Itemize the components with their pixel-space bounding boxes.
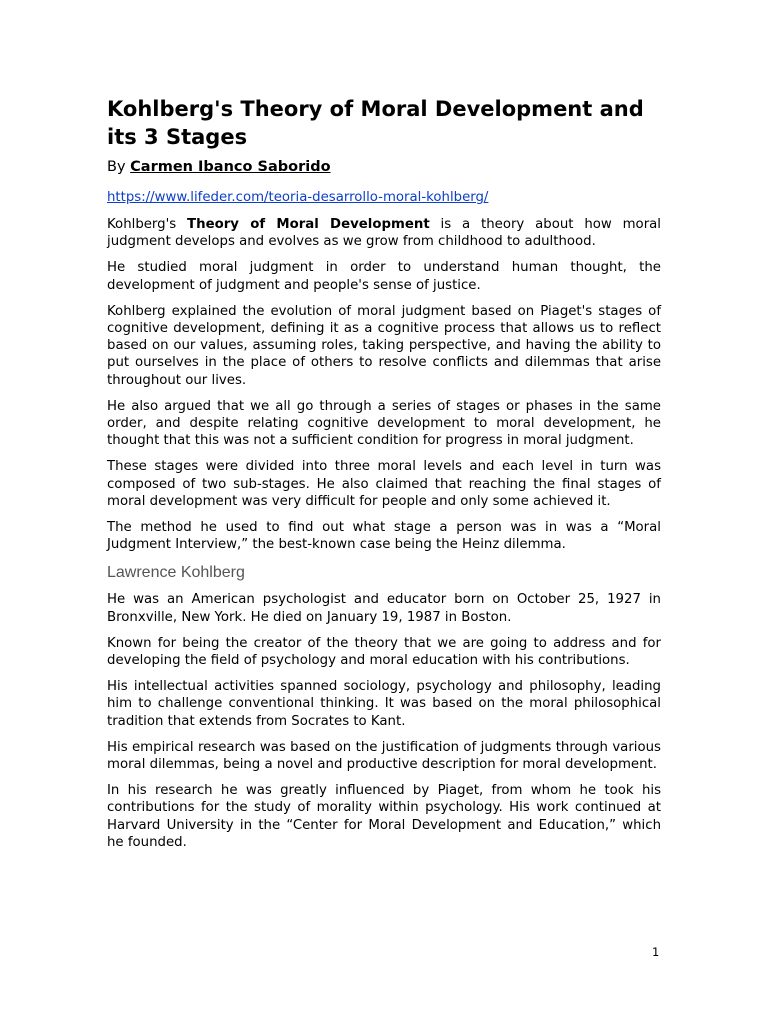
intro-text-after: is a theory about how moral judgment develops and evolves as we grow from childhood to adulthood. bbox=[107, 217, 662, 250]
byline bbox=[107, 157, 661, 177]
page-number: 1 bbox=[652, 945, 660, 959]
document-page bbox=[107, 95, 661, 860]
paragraph-intro bbox=[107, 216, 661, 250]
source-link[interactable]: https://www.lifeder.com/teoria-desarrollo-moral-kohlberg/ bbox=[107, 190, 489, 205]
paragraph: These stages were divided into three moral levels and each level in turn was composed of two sub-stages. He also claimed that reaching the final stages of moral development was very difficult for people and only some achieved it. bbox=[107, 459, 661, 509]
paragraph: Kohlberg explained the evolution of moral judgment based on Piaget's stages of cognitive development, defining it as a cognitive process that allows us to reflect based on our values, assuming roles, taking perspective, and having the ability to put ourselves in the place of others to resolve conflicts and dilemmas that arise throughout our lives. bbox=[107, 303, 661, 388]
section-paragraph: His intellectual activities spanned sociology, psychology and philosophy, leading him to challenge conventional thinking. It was based on the moral philosophical tradition that extends from Socrates to Kant. bbox=[107, 679, 661, 729]
section-paragraph: His empirical research was based on the justification of judgments through various moral dilemmas, being a novel and productive description for moral development. bbox=[107, 739, 661, 773]
section-paragraph: He was an American psychologist and educator born on October 25, 1927 in Bronxville, New York. He died on January 19, 1987 in Boston. bbox=[107, 592, 661, 625]
section-heading: Lawrence Kohlberg bbox=[107, 564, 245, 582]
author-name: Carmen Ibanco Saborido bbox=[130, 159, 331, 175]
byline-prefix: By bbox=[107, 159, 131, 175]
source-url-line bbox=[107, 189, 661, 207]
intro-text-before: Kohlberg's bbox=[107, 217, 188, 232]
section-paragraph: Known for being the creator of the theory that we are going to address and for developing the field of psychology and moral education with his contributions. bbox=[107, 635, 661, 669]
section-paragraph: In his research he was greatly influenced by Piaget, from whom he took his contributions for the study of morality within psychology. His work continued at Harvard University in the “Center for Moral Development and Education,” which he founded. bbox=[107, 783, 661, 850]
document-title: Kohlberg's Theory of Moral Development and its 3 Stages bbox=[107, 97, 644, 149]
paragraph: The method he used to find out what stage a person was in was a “Moral Judgment Interview,” the best-known case being the Heinz dilemma. bbox=[107, 520, 661, 553]
paragraph: He also argued that we all go through a series of stages or phases in the same order, and despite relating cognitive development to moral development, he thought that this was not a sufficient condition for progress in moral judgment. bbox=[107, 398, 661, 449]
intro-bold-term: Theory of Moral Development bbox=[187, 217, 430, 232]
paragraph: He studied moral judgment in order to understand human thought, the development of judgment and people's sense of justice. bbox=[107, 260, 661, 293]
